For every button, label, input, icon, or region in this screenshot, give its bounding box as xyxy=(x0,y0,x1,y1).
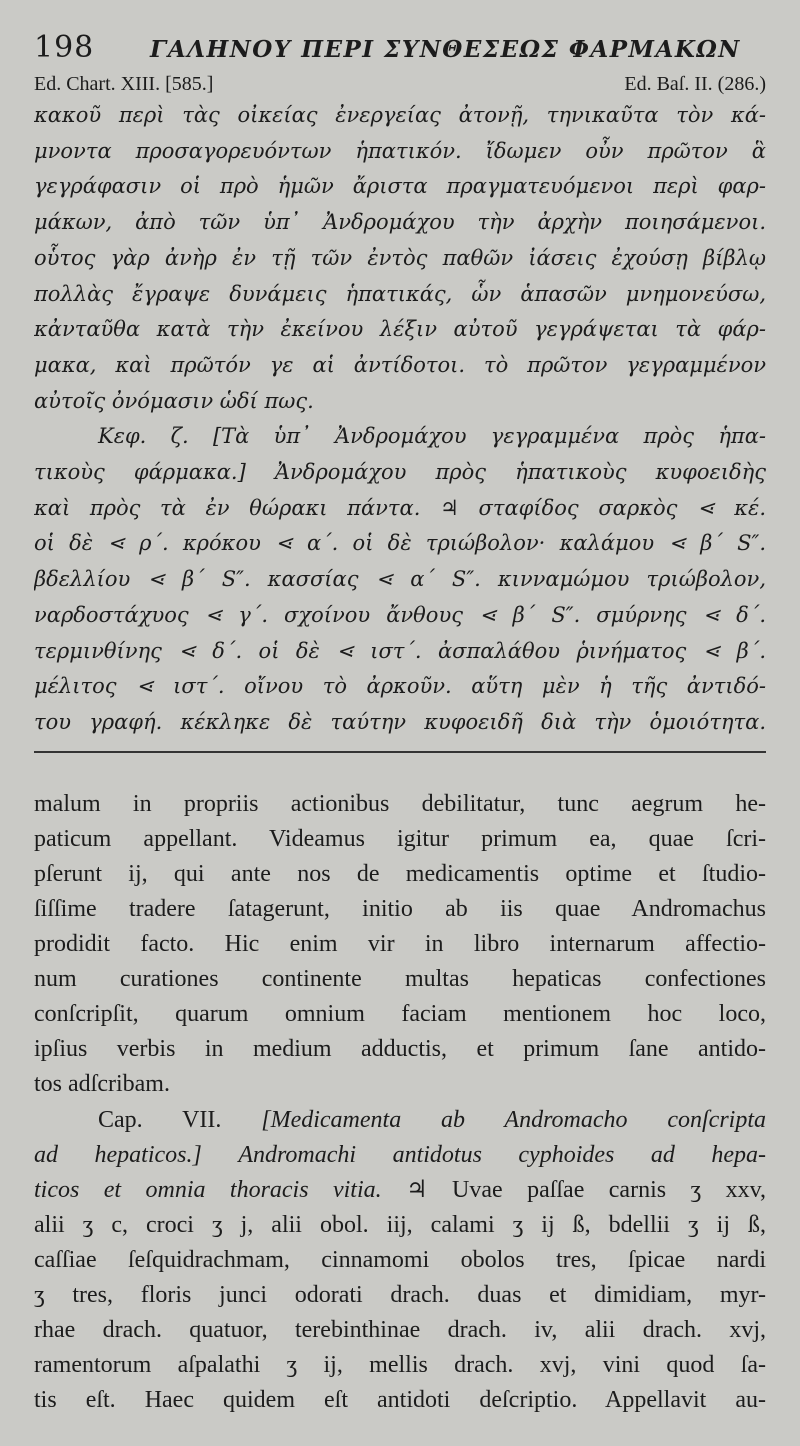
greek-line: οὗτος γὰρ ἀνὴρ ἐν τῇ τῶν ἐντὸς παθῶν ἰάσεις ἐχούσῃ βίβλῳ xyxy=(34,245,766,270)
edition-references xyxy=(34,70,766,98)
latin-line: ipſius verbis in medium adductis, et primum ſane antido- xyxy=(34,1036,766,1063)
latin-chapter-line xyxy=(34,1173,766,1208)
latin-line: malum in propriis actionibus debilitatur, tunc aegrum he- xyxy=(34,790,766,817)
greek-chapter-line: βδελλίου ⋖ β΄ S″. κασσίας ⋖ α΄ S″. κινναμώμου τριώβολον, xyxy=(34,567,766,592)
greek-chapter-line: Κεφ. ζ. [Τὰ ὑπ᾽ Ἀνδρομάχου γεγραμμένα πρὸς ἡπα- xyxy=(98,424,766,449)
chapter-number: Cap. VII. xyxy=(98,1106,222,1133)
recipe-title-cont: ticos et omnia thoracis vitia. xyxy=(34,1176,382,1203)
latin-recipe-line: alii ʒ c, croci ʒ j, alii obol. iij, calami ʒ ij ß, bdellii ʒ ij ß, xyxy=(34,1211,766,1238)
latin-line: conſcripſit, quarum omnium faciam mentionem hoc loco, xyxy=(34,1001,766,1028)
latin-recipe-line: ʒ tres, floris junci odorati drach. duas et dimidiam, myr- xyxy=(34,1281,766,1308)
greek-line: αὐτοῖς ὀνόμασιν ὡδί πως. xyxy=(34,388,314,413)
running-head xyxy=(34,30,766,70)
greek-line: μάκων, ἀπὸ τῶν ὑπ᾽ Ἀνδρομάχου τὴν ἀρχὴν ποιησάμενοι. xyxy=(34,210,766,235)
recipe-title: Andromachi antidotus cyphoides ad hepa- xyxy=(238,1141,766,1168)
latin-recipe-line: ramentorum aſpalathi ʒ ij, mellis drach. xvj, vini quod ſa- xyxy=(34,1352,766,1379)
latin-line: prodidit facto. Hic enim vir in libro internarum affectio- xyxy=(34,931,766,958)
page-number: 198 xyxy=(34,30,95,65)
greek-chapter-line: τικοὺς φάρμακα.] Ἀνδρομάχου πρὸς ἡπατικοὺς κυφοειδὴς xyxy=(34,460,766,485)
greek-line: μακα, καὶ πρῶτόν γε αἱ ἀντίδοτοι. τὸ πρῶτον γεγραμμένον xyxy=(34,352,766,377)
greek-line: γεγράφασιν οἱ πρὸ ἡμῶν ἄριστα πραγματευόμενοι περὶ φαρ- xyxy=(34,174,766,199)
recipe-start: ♃ Uvae paſſae carnis ʒ xxv, xyxy=(406,1176,766,1203)
greek-chapter-line: μέλιτος ⋖ ιστ΄. οἴνου τὸ ἀρκοῦν. αὕτη μὲν ἡ τῆς ἀντιδό- xyxy=(34,674,766,699)
latin-recipe-line: tis eſt. Haec quidem eſt antidoti deſcriptio. Appellavit au- xyxy=(34,1387,766,1414)
greek-text xyxy=(34,98,766,741)
latin-text xyxy=(34,787,766,1419)
running-title: ΓΑΛΗΝΟΥ ΠΕΡΙ ΣΥΝΘΕΣΕΩΣ ΦΑΡΜΑΚΩΝ xyxy=(150,36,741,63)
greek-line: μνοντα προσαγορευόντων ἡπατικόν. ἴδωμεν οὖν πρῶτον ἃ xyxy=(34,138,766,163)
latin-line: num curationes continente multas hepaticas confectiones xyxy=(34,966,766,993)
latin-recipe-line: caſſiae ſeſquidrachmam, cinnamomi obolos tres, ſpicae nardi xyxy=(34,1246,766,1273)
latin-line: ſiſſime tradere ſatagerunt, initio ab iis quae Andromachus xyxy=(34,895,766,922)
greek-chapter-line: καὶ πρὸς τὰ ἐν θώρακι πάντα. ♃ σταφίδος σαρκὸς ⋖ κέ. xyxy=(34,495,766,520)
latin-chapter-line xyxy=(34,1138,766,1173)
edition-right: Ed. Baſ. II. (286.) xyxy=(624,73,766,95)
chapter-title: [Medicamenta ab Andromacho conſcripta xyxy=(261,1106,766,1133)
chapter-title-cont: ad hepaticos.] xyxy=(34,1141,202,1168)
greek-line: κἀνταῦθα κατὰ τὴν ἐκείνου λέξιν αὐτοῦ γεγράψεται τὰ φάρ- xyxy=(34,317,766,342)
latin-recipe-line: rhae drach. quatuor, terebinthinae drach. iv, alii drach. xvj, xyxy=(34,1317,766,1344)
greek-line: κακοῦ περὶ τὰς οἰκείας ἐνεργείας ἀτονῇ, τηνικαῦτα τὸν κά- xyxy=(34,103,766,127)
divider-rule xyxy=(34,751,766,753)
greek-chapter-line: ναρδοστάχυος ⋖ γ΄. σχοίνου ἄνθους ⋖ β΄ S″. σμύρνης ⋖ δ΄. xyxy=(34,602,766,627)
greek-line: πολλὰς ἔγραψε δυνάμεις ἡπατικάς, ὧν ἁπασῶν μνημονεύσω, xyxy=(34,281,766,306)
latin-line: tos adſcribam. xyxy=(34,1071,170,1098)
edition-left: Ed. Chart. XIII. [585.] xyxy=(34,73,214,95)
latin-chapter-heading xyxy=(34,1103,766,1138)
greek-chapter-line: τερμινθίνης ⋖ δ΄. οἱ δὲ ⋖ ιστ΄. ἀσπαλάθου ῥινήματος ⋖ β΄. xyxy=(34,638,766,663)
greek-chapter-line: του γραφή. κέκληκε δὲ ταύτην κυφοειδῆ διὰ τὴν ὁμοιότητα. xyxy=(34,709,766,734)
latin-line: paticum appellant. Videamus igitur primum ea, quae ſcri- xyxy=(34,825,766,852)
greek-chapter-line: οἱ δὲ ⋖ ρ΄. κρόκου ⋖ α΄. οἱ δὲ τριώβολον· καλάμου ⋖ β΄ S″. xyxy=(34,531,766,556)
latin-line: pſerunt ij, qui ante nos de medicamentis optime et ſtudio- xyxy=(34,860,766,887)
